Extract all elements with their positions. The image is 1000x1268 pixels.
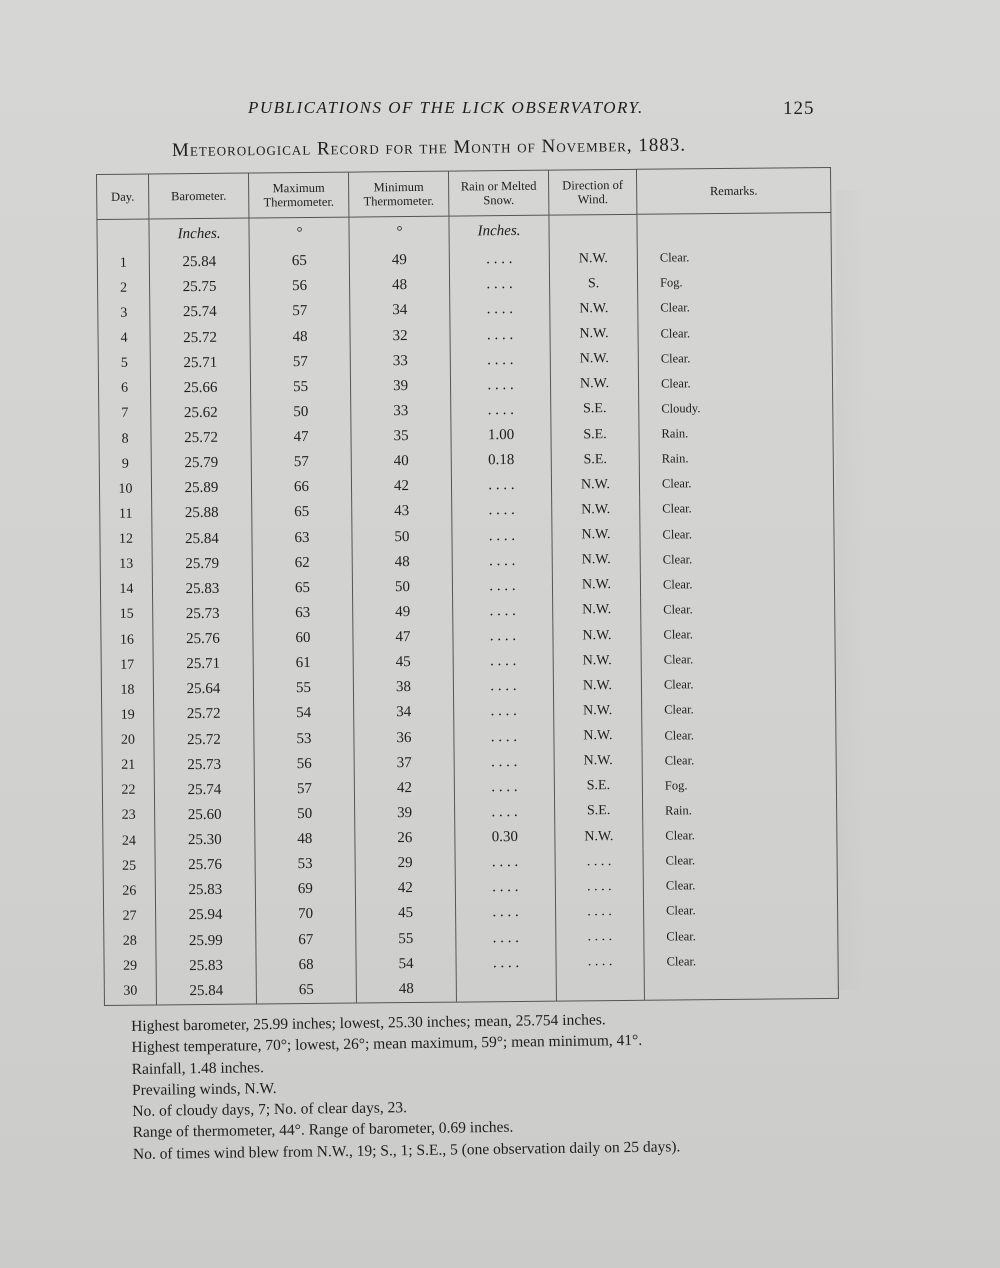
table-cell-remark: Clear.	[662, 552, 693, 567]
table-cell-baro: 25.72	[150, 325, 250, 351]
table-cell-wind: S.E.	[551, 447, 639, 473]
table-cell-day: 19	[102, 703, 154, 729]
table-cell-wind: N.W.	[552, 547, 640, 573]
table-cell-max: 62	[252, 550, 352, 576]
table-cell-remark: Clear.	[660, 351, 691, 366]
table-cell-min: 33	[350, 348, 450, 374]
summary-line: Highest barometer, 25.99 inches; lowest, 25.30 inches; mean, 25.754 inches.	[131, 1011, 606, 1035]
table-cell-rain: . . . .	[456, 925, 556, 951]
table-cell-rain: . . . .	[451, 473, 551, 499]
column-header: Remarks.	[636, 167, 830, 214]
table-cell-baro: 25.84	[156, 978, 256, 1005]
table-cell-max: 54	[254, 701, 354, 727]
table-cell-baro: 25.83	[156, 953, 256, 979]
unit-cell: Inches.	[149, 218, 249, 251]
table-cell-wind	[556, 975, 644, 1002]
table-cell-wind: N.W.	[549, 246, 637, 272]
table-cell-min: 40	[351, 449, 451, 475]
table-cell-rain: . . . .	[455, 900, 555, 926]
table-cell-max: 53	[255, 852, 355, 878]
table-cell-baro: 25.84	[149, 250, 249, 276]
table-cell-min: 32	[350, 323, 450, 349]
table-cell-max: 50	[251, 399, 351, 425]
table-cell-wind: N.W.	[555, 824, 643, 850]
table-cell-baro: 25.83	[155, 878, 255, 904]
table-cell-max: 55	[250, 374, 350, 400]
table-cell-min: 35	[351, 424, 451, 450]
table-cell-baro: 25.99	[156, 928, 256, 954]
table-cell-day: 16	[101, 628, 153, 654]
summary-line: Rainfall, 1.48 inches.	[131, 1058, 265, 1078]
table-cell-day: 24	[103, 829, 155, 855]
running-head: PUBLICATIONS OF THE LICK OBSERVATORY.	[248, 98, 644, 117]
table-cell-rain: . . . .	[450, 297, 550, 323]
table-cell-rain: . . . .	[453, 674, 553, 700]
unit-cell: °	[349, 216, 449, 249]
table-cell-max: 63	[253, 600, 353, 626]
table-cell-min: 42	[351, 474, 451, 500]
table-cell-remark: Clear.	[665, 828, 695, 843]
table-cell-max: 57	[250, 299, 350, 325]
table-cell-rain: . . . .	[449, 247, 549, 273]
table-cell-day: 18	[101, 678, 153, 704]
table-cell-wind: N.W.	[554, 698, 642, 724]
table-cell-remark: Clear.	[665, 853, 696, 868]
table-cell-rain: . . . .	[453, 649, 553, 675]
table-cell-min: 48	[349, 273, 449, 299]
table-cell-baro: 25.74	[150, 300, 250, 326]
table-cell-wind: N.W.	[553, 648, 641, 674]
table-cell-rain: 0.30	[455, 825, 555, 851]
table-cell-wind: N.W.	[551, 472, 639, 498]
table-cell-day: 7	[99, 401, 151, 427]
table-cell-max: 60	[253, 626, 353, 652]
table-cell-max: 66	[251, 475, 351, 501]
table-cell-min: 36	[354, 725, 454, 751]
table-cell-day: 6	[98, 376, 150, 402]
table-cell-wind: S.E.	[554, 774, 642, 800]
table-cell-min: 43	[352, 499, 452, 525]
table-cell-remark: Clear.	[659, 250, 690, 265]
table-cell-day: 11	[100, 502, 152, 528]
table-cell-day: 4	[98, 326, 150, 352]
table-cell-baro: 25.74	[154, 777, 254, 803]
table-cell-baro: 25.76	[153, 627, 253, 653]
table-cell-remark: Rain.	[661, 426, 689, 441]
table-cell-max: 65	[252, 500, 352, 526]
table-cell-remark: Clear.	[666, 928, 696, 944]
meteorological-table	[96, 167, 839, 1006]
table-cell-baro: 25.30	[155, 828, 255, 854]
table-cell-day: 20	[102, 728, 154, 754]
table-cell-wind: N.W.	[554, 723, 642, 749]
table-cell-max: 56	[249, 274, 349, 300]
table-cell-min: 39	[355, 801, 455, 827]
table-cell-rain: . . . .	[452, 573, 552, 599]
table-cell-day: 2	[97, 276, 149, 302]
table-cell-remark: Clear.	[664, 753, 695, 768]
table-cell-remark: Clear.	[662, 526, 693, 542]
table-cell-wind: N.W.	[553, 673, 641, 699]
table-cell-min: 49	[349, 248, 449, 274]
table-cell-rain	[456, 975, 556, 1002]
table-cell-day: 13	[100, 552, 152, 578]
table-cell-wind: N.W.	[553, 598, 641, 624]
table-cell-baro: 25.88	[152, 501, 252, 527]
table-cell-max: 56	[254, 751, 354, 777]
table-cell-remark: Clear.	[660, 376, 691, 391]
table-cell-baro: 25.79	[151, 451, 251, 477]
unit-cell	[97, 219, 149, 251]
table-cell-max: 63	[252, 525, 352, 551]
table-cell-min: 45	[355, 901, 455, 927]
table-cell-remark: Clear.	[663, 602, 693, 617]
table-cell-wind: . . . .	[555, 874, 643, 900]
table-cell-wind: N.W.	[550, 321, 638, 347]
table-cell-wind: N.W.	[554, 748, 642, 774]
unit-cell	[637, 212, 831, 246]
column-header: Day.	[97, 174, 149, 219]
table-cell-max: 53	[254, 726, 354, 752]
table-cell-wind: N.W.	[550, 296, 638, 322]
table-cell-baro: 25.84	[152, 526, 252, 552]
table-cell-max: 50	[255, 801, 355, 827]
table-cell-day: 27	[104, 904, 156, 930]
table-cell-wind: N.W.	[552, 497, 640, 523]
table-cell-max: 70	[256, 902, 356, 928]
table-cell-wind: N.W.	[552, 522, 640, 548]
table-cell-baro: 25.71	[150, 350, 250, 376]
table-cell-remark: Clear.	[663, 652, 694, 667]
table-cell-day: 28	[104, 929, 156, 955]
table-cell-max: 57	[251, 450, 351, 476]
table-cell-day: 21	[102, 753, 154, 779]
table-cell-rain: . . . .	[455, 850, 555, 876]
table-cell-remark: Fog.	[660, 275, 683, 290]
table-cell-wind: S.E.	[551, 397, 639, 423]
summary-line: Prevailing winds, N.W.	[131, 1079, 277, 1099]
table-cell-remark: Clear.	[663, 677, 694, 692]
table-cell-rain: . . . .	[454, 774, 554, 800]
table-cell-rain: . . . .	[452, 498, 552, 524]
table-cell-max: 65	[249, 249, 349, 275]
column-header: Minimum Thermometer.	[348, 171, 448, 217]
table-cell-max: 68	[256, 952, 356, 978]
table-cell-baro: 25.72	[151, 426, 251, 452]
table-cell-min: 50	[352, 574, 452, 600]
table-cell-remark: Clear.	[662, 501, 692, 517]
column-header: Barometer.	[149, 173, 249, 219]
table-cell-rain: 0.18	[451, 448, 551, 474]
table-cell-rain: . . . .	[452, 548, 552, 574]
table-cell-wind: S.	[549, 271, 637, 297]
table-cell-max: 61	[253, 651, 353, 677]
table-cell-remark: Clear.	[665, 878, 696, 893]
table-cell-max: 57	[254, 776, 354, 802]
record-table-container	[96, 167, 839, 1006]
table-cell-remark: Clear.	[662, 577, 693, 592]
table-cell-day: 23	[103, 803, 155, 829]
table-cell-remark: Clear.	[663, 627, 694, 642]
table-cell-min: 42	[355, 876, 455, 902]
column-header: Rain or Melted Snow.	[448, 170, 548, 216]
table-cell-day: 25	[103, 854, 155, 880]
table-cell-baro: 25.62	[151, 400, 251, 426]
table-cell-min: 37	[354, 750, 454, 776]
table-cell-day: 5	[98, 351, 150, 377]
table-cell-min: 34	[354, 700, 454, 726]
table-cell-wind: . . . .	[555, 899, 643, 925]
table-cell-baro: 25.76	[155, 853, 255, 879]
table-cell-day: 15	[101, 602, 153, 628]
table-cell-min: 48	[356, 976, 456, 1003]
table-cell-rain: . . . .	[454, 724, 554, 750]
table-cell-remark: Clear.	[660, 325, 691, 341]
column-header: Maximum Thermometer.	[248, 172, 348, 218]
table-cell-remark: Clear.	[666, 903, 696, 919]
table-cell-min: 33	[351, 399, 451, 425]
table-cell-min: 55	[356, 926, 456, 952]
table-cell-min: 39	[350, 373, 450, 399]
summary-line: Range of thermometer, 44°. Range of barometer, 0.69 inches.	[132, 1119, 514, 1142]
table-cell-day: 8	[99, 427, 151, 453]
table-cell-day: 26	[103, 879, 155, 905]
table-cell-max: 48	[255, 827, 355, 853]
summary-line: No. of times wind blew from N.W., 19; S., 1; S.E., 5 (one observation daily on 25 days).	[132, 1138, 681, 1163]
table-cell-max: 69	[255, 877, 355, 903]
table-cell-min: 42	[354, 775, 454, 801]
table-cell-remark: Clear.	[660, 300, 690, 316]
table-cell-max: 65	[252, 575, 352, 601]
unit-cell: °	[249, 217, 349, 250]
table-cell-remark: Clear.	[664, 702, 694, 718]
table-cell-min: 54	[356, 951, 456, 977]
table-cell-rain: . . . .	[455, 800, 555, 826]
table-cell-baro: 25.64	[153, 677, 253, 703]
table-cell-rain: . . . .	[453, 624, 553, 650]
page-number: 125	[783, 98, 815, 119]
table-cell-day: 30	[104, 979, 156, 1005]
table-cell-max: 48	[250, 324, 350, 350]
table-header-row	[97, 167, 831, 219]
table-cell-wind: N.W.	[550, 372, 638, 398]
table-cell-baro: 25.60	[155, 802, 255, 828]
table-cell-remark: Clear.	[666, 954, 697, 969]
table-cell-baro: 25.94	[156, 903, 256, 929]
table-cell-day: 10	[99, 477, 151, 503]
table-cell-baro: 25.79	[152, 551, 252, 577]
table-cell-min: 47	[353, 625, 453, 651]
table-cell-remark: Fog.	[664, 778, 688, 793]
table-cell-max: 47	[251, 425, 351, 451]
table-cell-remark: Clear.	[664, 727, 694, 743]
table-body	[97, 212, 839, 1005]
table-cell-rain: 1.00	[451, 423, 551, 449]
table-cell-min: 48	[352, 549, 452, 575]
table-cell-rain: . . . .	[449, 272, 549, 298]
table-cell-baro: 25.71	[153, 652, 253, 678]
table-cell-day: 17	[101, 653, 153, 679]
table-cell-day: 3	[98, 301, 150, 327]
page-title: Meteorological Record for the Month of November, 1883.	[171, 134, 687, 161]
table-cell-wind: . . . .	[555, 849, 643, 875]
summary-block	[131, 1007, 773, 1165]
table-cell-day: 9	[99, 452, 151, 478]
table-cell-baro: 25.73	[154, 752, 254, 778]
table-cell-min: 38	[353, 675, 453, 701]
table-cell-rain: . . . .	[453, 599, 553, 625]
table-cell-remark: Rain.	[661, 451, 689, 466]
table-cell-wind: N.W.	[550, 346, 638, 372]
table-cell-max: 55	[253, 676, 353, 702]
table-cell-min: 49	[353, 600, 453, 626]
table-cell-baro: 25.72	[154, 727, 254, 753]
table-cell-baro: 25.66	[150, 375, 250, 401]
table-cell-remark	[644, 973, 838, 1001]
table-cell-max: 67	[256, 927, 356, 953]
table-cell-baro: 25.72	[154, 702, 254, 728]
table-cell-rain: . . . .	[450, 372, 550, 398]
table-cell-rain: . . . .	[454, 749, 554, 775]
table-cell-baro: 25.75	[149, 275, 249, 301]
table-cell-day: 22	[102, 778, 154, 804]
table-cell-rain: . . . .	[450, 347, 550, 373]
table-cell-rain: . . . .	[450, 322, 550, 348]
unit-cell	[549, 214, 637, 247]
show-through-shadow	[836, 190, 866, 990]
table-cell-min: 29	[355, 851, 455, 877]
table-cell-rain: . . . .	[451, 398, 551, 424]
table-cell-remark: Rain.	[665, 803, 692, 818]
table-cell-day: 14	[100, 577, 152, 603]
table-cell-wind: S.E.	[555, 799, 643, 825]
table-cell-wind: N.W.	[552, 573, 640, 599]
table-cell-min: 34	[350, 298, 450, 324]
table-cell-rain: . . . .	[456, 950, 556, 976]
summary-line: No. of cloudy days, 7; No. of clear days, 23.	[132, 1099, 408, 1121]
summary-line: Highest temperature, 70°; lowest, 26°; mean maximum, 59°; mean minimum, 41°.	[131, 1032, 643, 1057]
table-cell-remark: Clear.	[661, 476, 692, 491]
table-cell-max: 57	[250, 349, 350, 375]
table-cell-day: 12	[100, 527, 152, 553]
table-cell-wind: S.E.	[551, 422, 639, 448]
table-cell-rain: . . . .	[455, 875, 555, 901]
table-cell-baro: 25.83	[152, 576, 252, 602]
table-cell-max: 65	[256, 977, 356, 1004]
table-cell-wind: . . . .	[556, 949, 644, 975]
table-cell-baro: 25.89	[151, 476, 251, 502]
column-header: Direction of Wind.	[548, 169, 636, 215]
unit-cell: Inches.	[449, 215, 549, 248]
table-cell-baro: 25.73	[153, 601, 253, 627]
table-cell-min: 26	[355, 826, 455, 852]
table-cell-rain: . . . .	[454, 699, 554, 725]
table-cell-min: 50	[352, 524, 452, 550]
table-cell-day: 29	[104, 954, 156, 980]
table-cell-wind: N.W.	[553, 623, 641, 649]
table-cell-wind: . . . .	[556, 924, 644, 950]
table-cell-remark: Cloudy.	[661, 401, 701, 416]
table-cell-rain: . . . .	[452, 523, 552, 549]
table-cell-min: 45	[353, 650, 453, 676]
table-cell-day: 1	[97, 251, 149, 277]
